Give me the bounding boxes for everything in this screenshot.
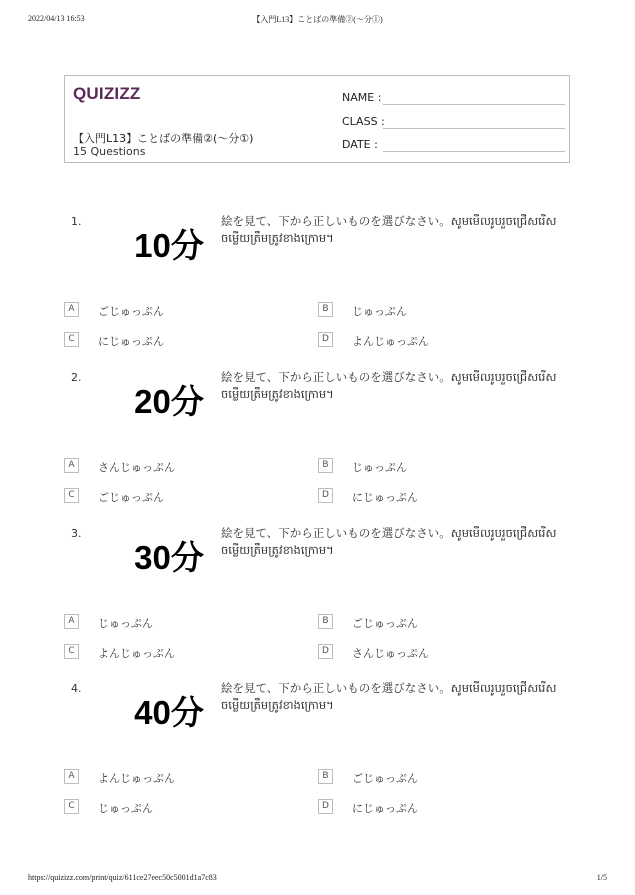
class-line	[383, 128, 565, 129]
option-text: よんじゅっぷん	[98, 647, 175, 660]
option-letter: A	[64, 614, 79, 629]
question-2	[64, 368, 570, 518]
option-letter: B	[318, 302, 333, 317]
question-number: 2.	[71, 371, 82, 384]
question-count: 15 Questions	[73, 145, 146, 158]
option-letter: C	[64, 799, 79, 814]
print-url[interactable]: https://quizizz.com/print/quiz/611ce27eec50c5001d1a7c83	[28, 873, 217, 882]
option-text: ごじゅっぷん	[352, 772, 418, 785]
option-text: よんじゅっぷん	[352, 335, 429, 348]
class-label: CLASS :	[342, 115, 385, 128]
option-text: じゅっぷん	[352, 305, 407, 318]
option-letter: D	[318, 332, 333, 347]
question-number: 1.	[71, 215, 82, 228]
option-letter: A	[64, 302, 79, 317]
question-prompt: 10分	[134, 227, 204, 264]
name-line	[383, 104, 565, 105]
question-number: 3.	[71, 527, 82, 540]
option-text: じゅっぷん	[98, 802, 153, 815]
option-letter: C	[64, 332, 79, 347]
date-field	[342, 138, 378, 151]
question-text: 絵を見て、下から正しいものを選びなさい。សូមមើលរូបរួចជ្រើសរើសចម្លើយត្រឹមត្រូវខាងក្រោម។	[221, 681, 557, 712]
option-letter: C	[64, 488, 79, 503]
question-1	[64, 212, 570, 362]
option-letter: D	[318, 644, 333, 659]
option-letter: B	[318, 614, 333, 629]
option-text: じゅっぷん	[98, 617, 153, 630]
option-text: ごじゅっぷん	[98, 305, 164, 318]
option-text: さんじゅっぷん	[352, 647, 429, 660]
question-4	[64, 679, 570, 829]
option-letter: B	[318, 769, 333, 784]
option-text: にじゅっぷん	[352, 491, 418, 504]
option-text: ごじゅっぷん	[352, 617, 418, 630]
question-prompt: 30分	[134, 539, 204, 576]
option-letter: B	[318, 458, 333, 473]
option-letter: A	[64, 769, 79, 784]
date-line	[383, 151, 565, 152]
print-title: 【入門L13】ことばの準備②(〜分①)	[252, 15, 383, 24]
option-text: にじゅっぷん	[98, 335, 164, 348]
question-prompt: 40分	[134, 694, 204, 731]
question-number: 4.	[71, 682, 82, 695]
print-datetime: 2022/04/13 16:53	[28, 14, 85, 23]
quizizz-logo: QUIZIZZ	[73, 84, 141, 103]
option-text: よんじゅっぷん	[98, 772, 175, 785]
page-number: 1/5	[596, 873, 607, 882]
quiz-header-box	[64, 75, 570, 163]
option-text: じゅっぷん	[352, 461, 407, 474]
question-text: 絵を見て、下から正しいものを選びなさい。សូមមើលរូបរួចជ្រើសរើសចម្លើយត្រឹមត្រូវខាងក្រោម។	[221, 370, 557, 401]
question-prompt: 20分	[134, 383, 204, 420]
option-letter: D	[318, 799, 333, 814]
date-label: DATE :	[342, 138, 378, 151]
option-letter: D	[318, 488, 333, 503]
question-3	[64, 524, 570, 674]
class-field	[342, 115, 385, 128]
question-text: 絵を見て、下から正しいものを選びなさい。សូមមើលរូបរួចជ្រើសរើសចម្លើយត្រឹមត្រូវខាងក្រោម។	[221, 214, 557, 245]
option-text: ごじゅっぷん	[98, 491, 164, 504]
print-header	[28, 14, 607, 28]
name-field	[342, 91, 381, 104]
question-text: 絵を見て、下から正しいものを選びなさい。សូមមើលរូបរួចជ្រើសរើសចម្លើយត្រឹមត្រូវខាងក្រោម។	[221, 526, 557, 557]
option-letter: A	[64, 458, 79, 473]
option-letter: C	[64, 644, 79, 659]
option-text: にじゅっぷん	[352, 802, 418, 815]
name-label: NAME :	[342, 91, 382, 104]
option-text: さんじゅっぷん	[98, 461, 175, 474]
print-footer	[28, 873, 607, 885]
quiz-title: 【入門L13】ことばの準備②(〜分①)	[73, 132, 254, 145]
